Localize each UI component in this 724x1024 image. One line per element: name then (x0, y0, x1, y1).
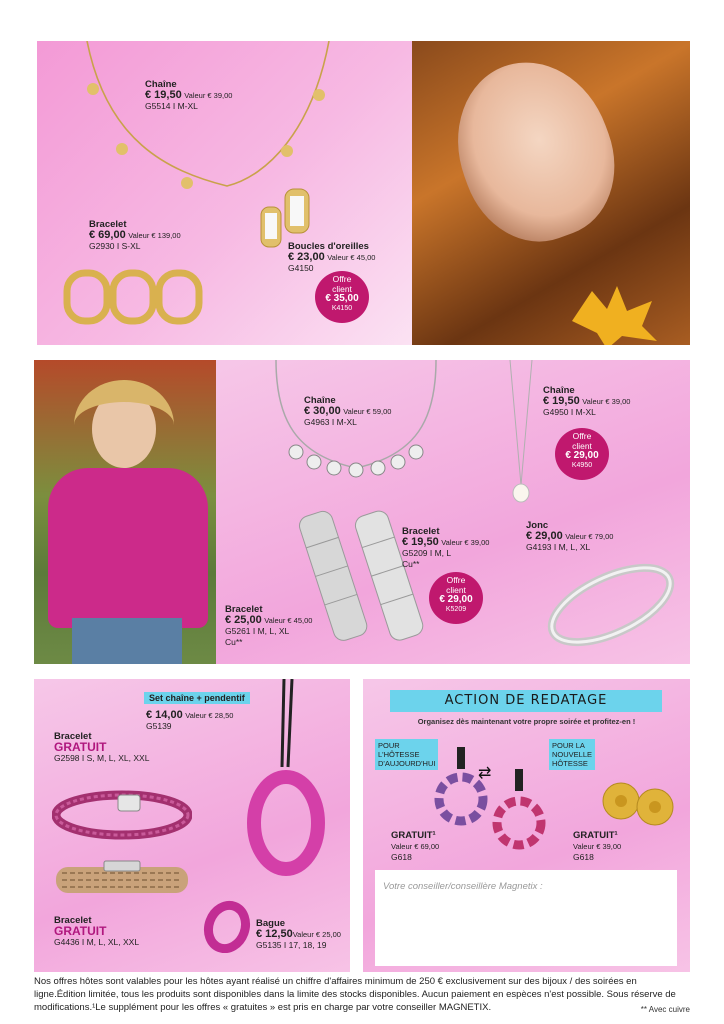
product-price: € 19,50 (402, 536, 439, 548)
product-ref: G618 (573, 852, 594, 862)
product-bracelet-g5209 (402, 526, 489, 570)
product-name: Boucles d'oreilles (288, 241, 369, 252)
product-price: € 25,00 (225, 614, 262, 626)
label-nouvelle-hotesse (549, 739, 595, 770)
product-bracelet-g4436 (54, 915, 139, 948)
product-valeur: Valeur € 45,00 (327, 253, 376, 262)
offer-line1: Offre (446, 575, 466, 585)
redatage-title: ACTION DE REDATAGE (444, 693, 608, 708)
product-price: € 14,00 (146, 709, 183, 721)
product-valeur: Valeur € 45,00 (264, 616, 313, 625)
product-name: Bracelet (54, 731, 92, 742)
product-valeur: Valeur € 39,00 (582, 397, 631, 406)
pink-ring-image (202, 897, 252, 953)
gold-chain-necklace-image (77, 41, 337, 201)
section-2-panel (216, 360, 690, 664)
product-ref: G618 (391, 852, 412, 862)
product-valeur: Valeur € 28,50 (185, 711, 234, 720)
product-bracelet-g2598 (54, 731, 149, 764)
product-earrings-g4150 (288, 241, 375, 274)
product-price: € 19,50 (543, 395, 580, 407)
set-label-text: Set chaîne + pendentif (149, 693, 245, 703)
pearl-pendant-necklace-image (506, 360, 536, 505)
redatage-title-banner (390, 690, 662, 712)
offer-line2: client (332, 284, 352, 294)
product-price: € 12,50 (256, 928, 293, 940)
product-price: € 29,00 (526, 530, 563, 542)
product-name: Jonc (526, 520, 549, 531)
product-gratuit: GRATUIT¹ (391, 830, 436, 841)
product-ref: G5261 I M, L, XL (225, 626, 290, 636)
offer-price: € 29,00 (565, 450, 599, 461)
label-line: POUR (378, 741, 400, 750)
product-valeur: Valeur € 39,00 (184, 91, 233, 100)
product-ref: G5135 I 17, 18, 19 (256, 940, 327, 950)
product-gratuit: GRATUIT (54, 740, 107, 754)
product-ref: G4193 I M, L, XL (526, 542, 591, 552)
product-ref: G2598 I S, M, L, XL, XXL (54, 753, 150, 763)
offer-line1: Offre (572, 431, 592, 441)
face-shape (434, 41, 637, 261)
redatage-subtitle: Organisez dès maintenant votre propre soirée et profitez-en ! (417, 717, 636, 726)
offer-price: € 29,00 (439, 594, 473, 605)
product-bracelet-g5261 (225, 604, 312, 648)
yellow-leaf (562, 281, 662, 345)
offer-price: € 35,00 (325, 293, 359, 304)
product-ref: G5209 I M, L (402, 548, 452, 558)
product-note: Cu** (402, 559, 420, 569)
silver-bangle-image (541, 560, 681, 650)
product-valeur: Valeur € 139,00 (128, 231, 181, 240)
product-valeur: Valeur € 25,00 (292, 930, 341, 939)
gold-link-bracelet-image (63, 263, 205, 331)
product-gratuit: GRATUIT¹ (573, 830, 618, 841)
product-chain-g4950 (543, 385, 630, 418)
product-ref: G4950 I M-XL (543, 407, 596, 417)
autumn-woman-portrait-photo (412, 41, 690, 345)
offer-client-badge-k5209 (429, 572, 483, 624)
product-name: Chaîne (543, 385, 575, 396)
product-price: € 19,50 (145, 89, 182, 101)
product-ref: G5514 I M-XL (145, 101, 198, 111)
offer-client-badge-k4950 (555, 428, 609, 480)
conseiller-box[interactable] (375, 870, 677, 966)
pink-oval-pendant-image (234, 679, 334, 879)
product-ref: G4150 (288, 263, 314, 273)
product-valeur: Valeur € 59,00 (343, 407, 392, 416)
gold-flower-earrings-image (599, 777, 679, 829)
offer-client-badge-k4150 (315, 271, 369, 323)
product-jonc-g4193 (526, 520, 613, 553)
label-line: NOUVELLE (552, 750, 593, 759)
product-name: Bracelet (89, 219, 127, 230)
footer-footnote: ** Avec cuivre (640, 1005, 690, 1014)
label-line: D'AUJOURD'HUI (378, 759, 436, 768)
label-line: L'HÔTESSE (378, 750, 420, 759)
product-ref: G4436 I M, L, XL, XXL (54, 937, 140, 947)
product-name: Chaîne (145, 79, 177, 90)
product-price: € 23,00 (288, 251, 325, 263)
offer-line1: Offre (332, 274, 352, 284)
pink-leather-bracelet-image (52, 787, 192, 843)
product-name: Bracelet (54, 915, 92, 926)
product-valeur: Valeur € 39,00 (441, 538, 490, 547)
section-4-panel (363, 679, 690, 972)
offer-code: K4950 (571, 462, 593, 469)
product-price: € 30,00 (304, 405, 341, 417)
product-name: Bracelet (225, 604, 263, 615)
tan-leather-bracelet-image (52, 859, 192, 899)
offer-code: K5209 (445, 606, 467, 613)
product-chain-g5514 (145, 79, 232, 112)
section-3-panel (34, 679, 350, 972)
product-ring-g5135 (256, 918, 341, 951)
footer-legal-text: Nos offres hôtes sont valables pour les hôtes ayant réalisé un chiffre d'affaires minimum de 250 € exclusivement sur des bijoux / des soirées en ligne.Édition limitée, tous les produits sont disponibles dans la limite des stocks disponibles. Aucun paiement en espèces n'est possible. Sous réserve de modifications.¹Le supplément pour les offres « gratuites » est pris en charge par votre conseiller MAGNETIX. (34, 976, 676, 1013)
product-ref: G2930 I S-XL (89, 241, 141, 251)
woman-pink-sweater-photo (34, 360, 216, 664)
offer-line2: client (446, 585, 466, 595)
product-note: Cu** (225, 637, 243, 647)
product-set-g5139 (146, 710, 233, 732)
product-gratuit: GRATUIT (54, 924, 107, 938)
product-gratuit-right-g618 (573, 830, 621, 863)
product-name: Chaîne (304, 395, 336, 406)
swap-arrows-icon: ⇄ (478, 765, 492, 782)
conseiller-label: Votre conseiller/conseillère Magnetix : (383, 881, 543, 892)
product-ref: G5139 (146, 721, 172, 731)
product-name: Bague (256, 918, 286, 929)
jeans-shape (72, 618, 182, 664)
interchangeable-hoop-earrings-image (433, 745, 548, 855)
offer-line2: client (572, 441, 592, 451)
label-hotesse-aujourdhui (375, 739, 438, 770)
product-ref: G4963 I M-XL (304, 417, 357, 427)
silver-stretch-bracelets-image (296, 500, 426, 650)
label-line: POUR LA (552, 741, 585, 750)
pink-sweater-shape (48, 468, 208, 628)
offer-code: K4150 (331, 305, 353, 312)
product-bracelet-g2930 (89, 219, 181, 252)
product-valeur: Valeur € 69,00 (391, 842, 440, 851)
label-line: HÔTESSE (552, 759, 588, 768)
product-valeur: Valeur € 79,00 (565, 532, 614, 541)
product-gratuit-left-g618 (391, 830, 439, 863)
product-valeur: Valeur € 39,00 (573, 842, 622, 851)
section-1-panel (37, 41, 412, 345)
product-name: Bracelet (402, 526, 440, 537)
product-chain-g4963 (304, 395, 391, 428)
hair-shape (74, 380, 174, 470)
product-price: € 69,00 (89, 229, 126, 241)
